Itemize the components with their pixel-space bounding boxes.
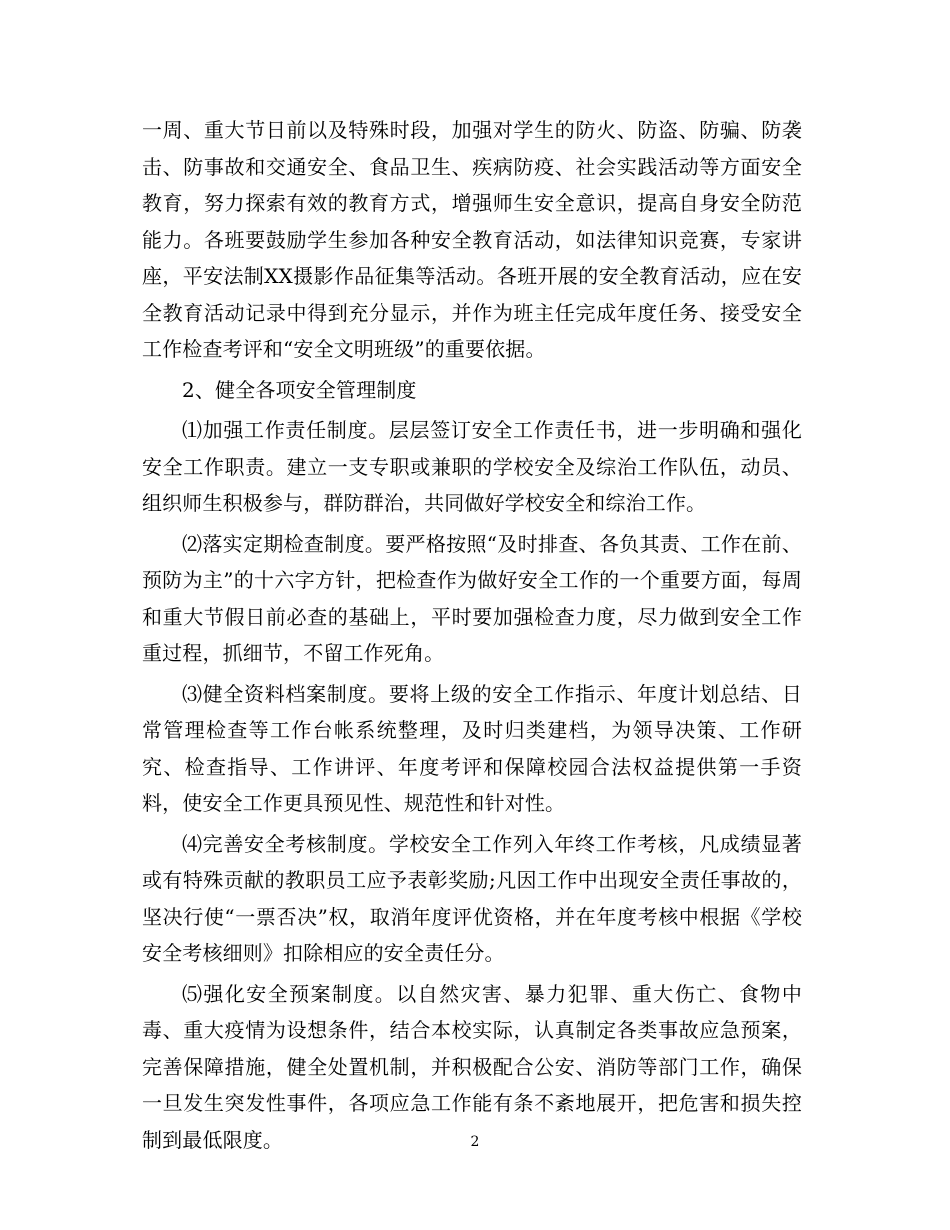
paragraph-contingency-system: ⑸强化安全预案制度。以自然灾害、暴力犯罪、重大伤亡、食物中毒、重大疫情为设想条件，结合本校实际，认真制定各类事故应急预案，完善保障措施，健全处置机制，并积极配合公安、消防等部门工作，确保一旦发生突发性事件，各项应急工作能有条不紊地展开，把危害和损失控制到最低限度。 — [142, 981, 802, 1152]
paragraph-responsibility-system: ⑴加强工作责任制度。层层签订安全工作责任书，进一步明确和强化安全工作职责。建立一支专职或兼职的学校安全及综治工作队伍，动员、组织师生积极参与，群防群治，共同做好学校安全和综治工作。 — [142, 418, 802, 515]
paragraph-assessment-system: ⑷完善安全考核制度。学校安全工作列入年终工作考核，凡成绩显著或有特殊贡献的教职员工应予表彰奖励;凡因工作中出现安全责任事故的，坚决行使“一票否决”权，取消年度评优资格，并在年度考核中根据《学校安全考核细则》扣除相应的安全责任分。 — [142, 831, 802, 965]
page-number: 2 — [470, 1134, 480, 1150]
paragraph-continuation: 一周、重大节日前以及特殊时段，加强对学生的防火、防盗、防骗、防袭击、防事故和交通安全、食品卫生、疾病防疫、社会实践活动等方面安全教育，努力探索有效的教育方式，增强师生安全意识，提高自身安全防范能力。各班要鼓励学生参加各种安全教育活动，如法律知识竞赛，专家讲座，平安法制XX摄影作品征集等活动。各班开展的安全教育活动，应在安全教育活动记录中得到充分显示，并作为班主任完成年度任务、接受安全工作检查考评和“安全文明班级”的重要依据。 — [142, 118, 802, 361]
paragraph-inspection-system: ⑵落实定期检查制度。要严格按照“及时排查、各负其责、工作在前、预防为主”的十六字方针，把检查作为做好安全工作的一个重要方面，每周和重大节假日前必查的基础上，平时要加强检查力度，尽力做到安全工作重过程，抓细节，不留工作死角。 — [142, 531, 802, 665]
paragraph-archive-system: ⑶健全资料档案制度。要将上级的安全工作指示、年度计划总结、日常管理检查等工作台帐系统整理，及时归类建档，为领导决策、工作研究、检查指导、工作讲评、年度考评和保障校园合法权益提供第一手资料，使安全工作更具预见性、规范性和针对性。 — [142, 681, 802, 815]
body-text — [142, 112, 802, 1158]
section-heading: 2、健全各项安全管理制度 — [182, 377, 417, 402]
